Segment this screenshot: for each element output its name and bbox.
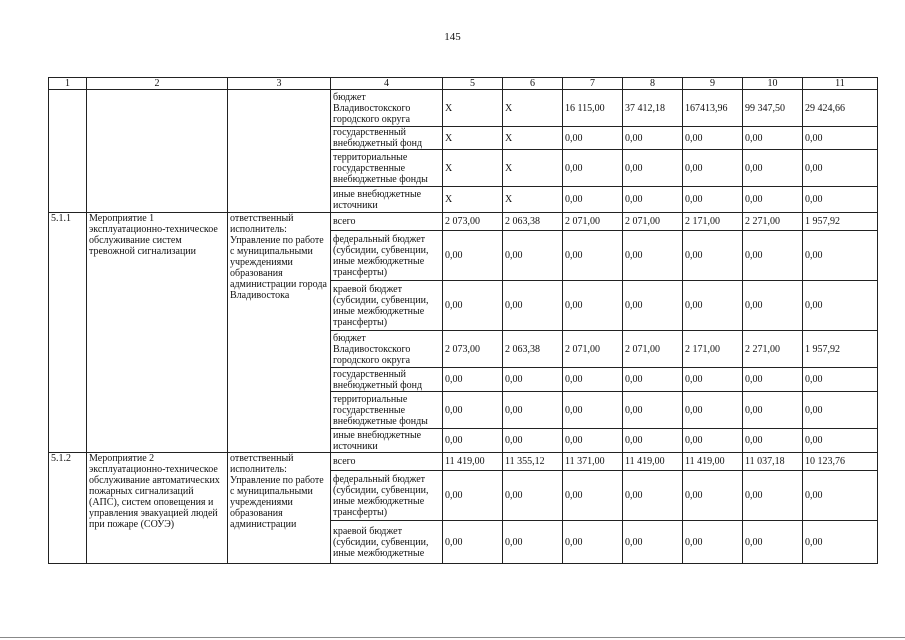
column-number: 4 [331,78,443,90]
funding-source: иные внебюджетные источники [331,187,443,213]
value-cell: 0,00 [563,127,623,150]
value-cell: 0,00 [683,471,743,521]
value-cell: 16 115,00 [563,90,623,127]
value-cell: 0,00 [443,471,503,521]
value-cell: 0,00 [743,187,803,213]
measure-title: Мероприятие 1 эксплуатационно-техническое обслуживание систем тревожной сигнализации [87,213,228,453]
table-row [49,453,878,471]
value-cell: 0,00 [683,187,743,213]
value-cell: 2 063,38 [503,331,563,368]
value-cell: 0,00 [563,231,623,281]
value-cell: 11 371,00 [563,453,623,471]
value-cell: 0,00 [443,392,503,429]
continued-title-cell [87,90,228,213]
funding-source: государственный внебюджетный фонд [331,127,443,150]
value-cell: 0,00 [443,521,503,564]
column-number: 8 [623,78,683,90]
value-cell: 1 957,92 [803,213,878,231]
value-cell: 11 419,00 [443,453,503,471]
value-cell: 2 071,00 [623,213,683,231]
funding-source: краевой бюджет (субсидии, субвенции, иные межбюджетные трансферты) [331,281,443,331]
value-cell: 11 419,00 [623,453,683,471]
value-cell: 37 412,18 [623,90,683,127]
value-cell: 0,00 [683,368,743,392]
funding-source: территориальные государственные внебюджетные фонды [331,150,443,187]
value-cell: 0,00 [563,521,623,564]
value-cell: 11 037,18 [743,453,803,471]
value-cell: 0,00 [503,231,563,281]
value-cell: 0,00 [803,521,878,564]
measure-executor: ответственный исполнитель: Управление по работе с муниципальными учреждениями образования администрации [228,453,331,564]
value-cell: 0,00 [443,231,503,281]
value-cell: 0,00 [623,187,683,213]
value-cell: 0,00 [683,281,743,331]
value-cell: 0,00 [563,150,623,187]
column-number: 11 [803,78,878,90]
value-cell: 0,00 [623,429,683,453]
value-cell: 2 071,00 [563,331,623,368]
value-cell: 99 347,50 [743,90,803,127]
column-number: 7 [563,78,623,90]
value-cell: 0,00 [743,368,803,392]
funding-source: иные внебюджетные источники [331,429,443,453]
value-cell: 0,00 [743,392,803,429]
value-cell: 0,00 [503,281,563,331]
value-cell: 2 071,00 [623,331,683,368]
value-cell: 0,00 [563,392,623,429]
value-cell: 0,00 [803,368,878,392]
funding-source: государственный внебюджетный фонд [331,368,443,392]
value-cell: X [503,150,563,187]
value-cell: 0,00 [503,471,563,521]
value-cell: 0,00 [743,521,803,564]
column-number: 6 [503,78,563,90]
value-cell: 0,00 [803,127,878,150]
value-cell: 0,00 [803,187,878,213]
value-cell: 0,00 [503,368,563,392]
funding-source: всего [331,213,443,231]
column-number: 9 [683,78,743,90]
value-cell: 0,00 [803,231,878,281]
value-cell: 0,00 [503,521,563,564]
value-cell: 0,00 [623,471,683,521]
value-cell: 0,00 [683,150,743,187]
column-number: 1 [49,78,87,90]
funding-source: бюджет Владивостокского городского округа [331,331,443,368]
measure-number: 5.1.1 [49,213,87,453]
value-cell: 0,00 [803,281,878,331]
value-cell: X [443,187,503,213]
measure-title: Мероприятие 2 эксплуатационно-техническое обслуживание автоматических пожарных сигнализаций (АПС), систем оповещения и управления эвакуацией людей при пожаре (СОУЭ) [87,453,228,564]
table-row [49,213,878,231]
continued-executor-cell [228,90,331,213]
column-number: 2 [87,78,228,90]
value-cell: X [503,187,563,213]
value-cell: 0,00 [563,429,623,453]
value-cell: 0,00 [623,281,683,331]
value-cell: 0,00 [743,429,803,453]
value-cell: 0,00 [803,150,878,187]
value-cell: 0,00 [683,521,743,564]
value-cell: X [443,150,503,187]
value-cell: 0,00 [623,521,683,564]
value-cell: 10 123,76 [803,453,878,471]
value-cell: 0,00 [743,150,803,187]
value-cell: 0,00 [623,150,683,187]
value-cell: 0,00 [503,429,563,453]
column-number: 5 [443,78,503,90]
value-cell: 0,00 [743,231,803,281]
value-cell: 0,00 [503,392,563,429]
value-cell: 0,00 [443,368,503,392]
funding-table [48,77,878,564]
scan-edge-mark [0,637,905,638]
value-cell: X [503,127,563,150]
value-cell: 1 957,92 [803,331,878,368]
value-cell: 0,00 [803,392,878,429]
value-cell: 0,00 [623,368,683,392]
value-cell: 2 071,00 [563,213,623,231]
value-cell: 29 424,66 [803,90,878,127]
value-cell: 2 073,00 [443,213,503,231]
value-cell: 167413,96 [683,90,743,127]
value-cell: 0,00 [743,471,803,521]
value-cell: X [443,127,503,150]
measure-executor: ответственный исполнитель: Управление по работе с муниципальными учреждениями образования администрации города Владивостока [228,213,331,453]
value-cell: 2 171,00 [683,213,743,231]
value-cell: X [503,90,563,127]
funding-source: краевой бюджет (субсидии, субвенции, иные межбюджетные [331,521,443,564]
value-cell: 0,00 [623,231,683,281]
value-cell: 2 271,00 [743,331,803,368]
funding-source: федеральный бюджет (субсидии, субвенции, иные межбюджетные трансферты) [331,231,443,281]
value-cell: 2 073,00 [443,331,503,368]
value-cell: 0,00 [623,392,683,429]
value-cell: 0,00 [683,127,743,150]
measure-number: 5.1.2 [49,453,87,564]
table-row [49,90,878,127]
funding-source: территориальные государственные внебюджетные фонды [331,392,443,429]
continued-number-cell [49,90,87,213]
value-cell: 0,00 [563,368,623,392]
value-cell: 0,00 [623,127,683,150]
value-cell: 0,00 [443,429,503,453]
value-cell: 11 419,00 [683,453,743,471]
value-cell: 2 271,00 [743,213,803,231]
value-cell: 0,00 [443,281,503,331]
value-cell: 0,00 [683,231,743,281]
value-cell: 0,00 [683,429,743,453]
value-cell: 2 063,38 [503,213,563,231]
value-cell: 2 171,00 [683,331,743,368]
value-cell: 0,00 [563,281,623,331]
column-number: 3 [228,78,331,90]
page-number: 145 [444,31,461,43]
value-cell: 0,00 [683,392,743,429]
value-cell: 0,00 [803,429,878,453]
funding-source: федеральный бюджет (субсидии, субвенции, иные межбюджетные трансферты) [331,471,443,521]
funding-source: бюджет Владивостокского городского округа [331,90,443,127]
funding-source: всего [331,453,443,471]
column-number-row [49,78,878,90]
value-cell: 11 355,12 [503,453,563,471]
value-cell: 0,00 [803,471,878,521]
value-cell: 0,00 [563,187,623,213]
value-cell: 0,00 [743,281,803,331]
value-cell: X [443,90,503,127]
value-cell: 0,00 [563,471,623,521]
column-number: 10 [743,78,803,90]
value-cell: 0,00 [743,127,803,150]
